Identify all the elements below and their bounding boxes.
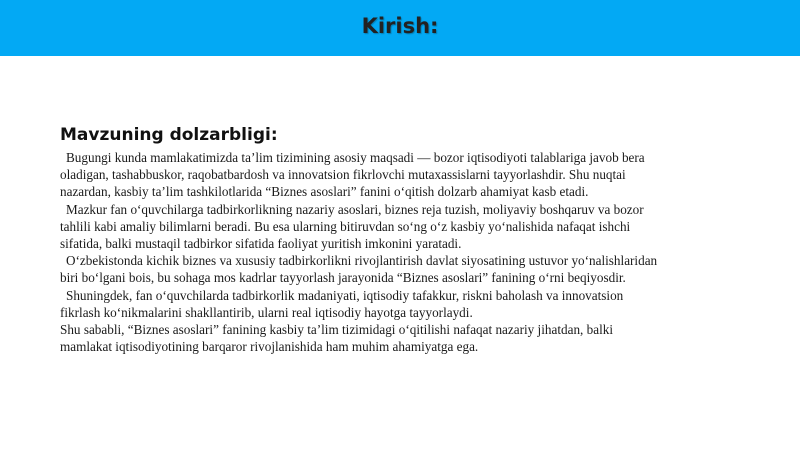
section-heading: Mavzuning dolzarbligi: [60, 125, 278, 145]
slide-title: Kirish: [361, 14, 439, 38]
paragraph-3: O‘zbekistonda kichik biznes va xususiy tadbirkorlikni rivojlantirish davlat siyosatining ustuvor yo‘nalishlaridan biri bo‘lgani bois, bu sohaga mos kadrlar tayyorlash jarayonida “Biznes asoslari” fanining o‘rni beqiyosdir. [60, 253, 658, 286]
paragraph-4: Shuningdek, fan o‘quvchilarda tadbirkorlik madaniyati, iqtisodiy tafakkur, riskni baholash va innovatsion fikrlash ko‘nikmalarini shakllantirib, ularni real iqtisodiy hayotga tayyorlaydi. [60, 287, 624, 320]
header-bar [0, 0, 800, 56]
paragraph-1: Bugungi kunda mamlakatimizda ta’lim tizimining asosiy maqsadi — bozor iqtisodiyoti talablariga javob bera oladigan, tashabbuskor, raqobatbardosh va innovatsion fikrlovchi mutaxassislarni tayyorlashdir. Shu nuqtai nazardan, kasbiy ta’lim tashkilotlarida “Biznes asoslari” fanini o‘qitish dolzarb ahamiyat kasb etadi. [60, 150, 645, 200]
paragraph-2: Mazkur fan o‘quvchilarga tadbirkorlikning nazariy asoslari, biznes reja tuzish, moliyaviy boshqaruv va bozor tahlili kabi amaliy bilimlarni beradi. Bu esa ularning bitiruvdan so‘ng o‘z kasbiy yo‘nalishida nafaqat ishchi sifatida, balki mustaqil tadbirkor sifatida faoliyat yuritish imkonini yaratadi. [60, 201, 644, 252]
paragraph-5: Shu sababli, “Biznes asoslari” fanining kasbiy ta’lim tizimidagi o‘qitilishi nafaqat nazariy jihatdan, balki mamlakat iqtisodiyotining barqaror rivojlanishida ham muhim ahamiyatga ega. [60, 322, 613, 355]
main-content [60, 124, 660, 355]
